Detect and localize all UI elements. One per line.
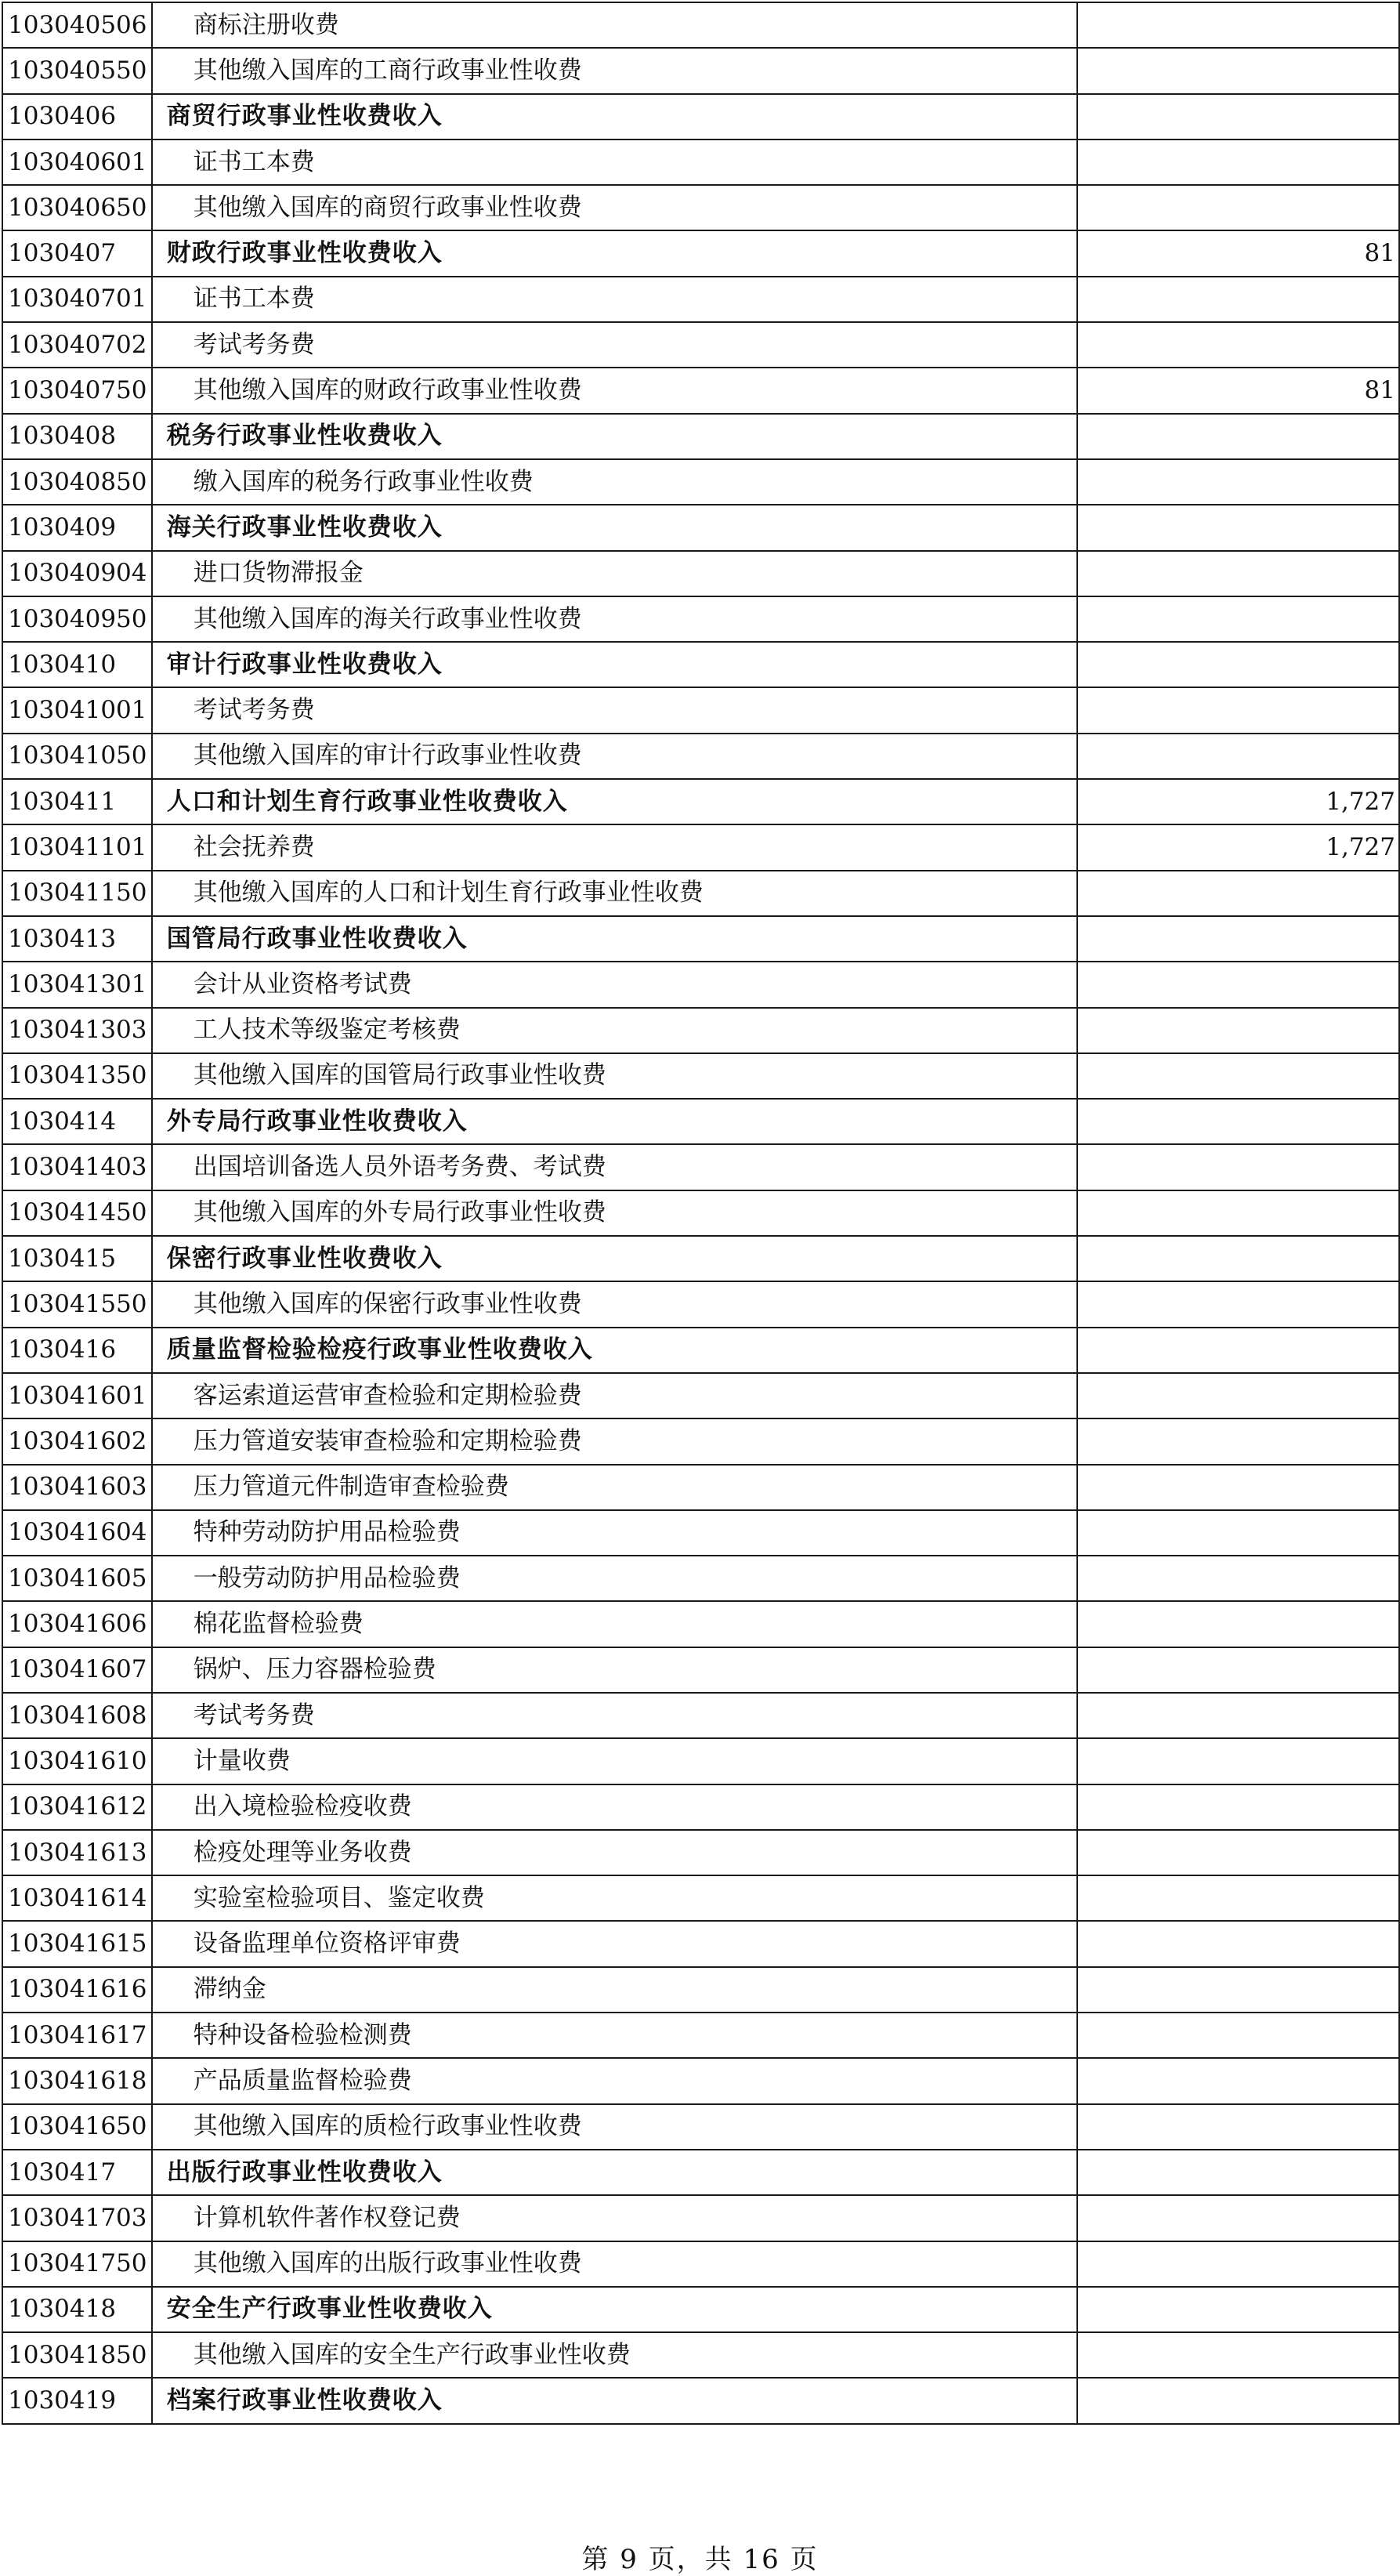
row-code: 103041608 [2,1693,152,1738]
page-footer: 第 9 页，共 16 页 [581,2544,819,2575]
table-row [2,1190,1399,1236]
row-code: 1030409 [2,505,152,550]
row-code: 103041612 [2,1784,152,1830]
row-name: 证书工本费 [152,139,1077,185]
table-row [2,962,1399,1007]
table-row [2,2013,1399,2058]
row-code: 1030418 [2,2287,152,2332]
table-row [2,277,1399,322]
row-code: 103041650 [2,2104,152,2150]
row-amount [1077,2150,1399,2195]
row-amount [1077,139,1399,185]
row-name: 考试考务费 [152,687,1077,733]
row-code: 1030410 [2,642,152,687]
row-code: 103041850 [2,2332,152,2378]
row-amount [1077,94,1399,139]
row-name: 审计行政事业性收费收入 [152,642,1077,687]
row-name: 工人技术等级鉴定考核费 [152,1008,1077,1053]
table-row [2,596,1399,642]
row-code: 1030416 [2,1328,152,1373]
table-row [2,1921,1399,1966]
row-name: 棉花监督检验费 [152,1601,1077,1647]
row-amount [1077,1784,1399,1830]
table-row [2,2,1399,48]
row-name: 一般劳动防护用品检验费 [152,1556,1077,1601]
row-name: 商标注册收费 [152,2,1077,48]
row-amount [1077,1510,1399,1556]
row-amount [1077,2,1399,48]
row-amount [1077,962,1399,1007]
table-row [2,2287,1399,2332]
table-row [2,94,1399,139]
row-code: 103041617 [2,2013,152,2058]
table-row [2,824,1399,870]
row-amount [1077,1144,1399,1190]
row-name: 证书工本费 [152,277,1077,322]
table-row [2,734,1399,779]
row-code: 103041050 [2,734,152,779]
table-row [2,1373,1399,1418]
row-code: 103040904 [2,551,152,596]
row-name: 其他缴入国库的财政行政事业性收费 [152,368,1077,413]
row-amount [1077,916,1399,962]
row-amount [1077,1693,1399,1738]
row-amount [1077,1328,1399,1373]
table-row [2,368,1399,413]
row-amount [1077,1099,1399,1144]
row-code: 103040506 [2,2,152,48]
row-code: 1030413 [2,916,152,962]
row-code: 103040701 [2,277,152,322]
row-code: 103040601 [2,139,152,185]
row-amount [1077,2013,1399,2058]
table-row [2,505,1399,550]
row-amount [1077,2378,1399,2423]
row-amount: 81 [1077,230,1399,276]
row-code: 103040550 [2,48,152,93]
row-code: 103041750 [2,2241,152,2287]
row-name: 特种劳动防护用品检验费 [152,1510,1077,1556]
row-code: 103041605 [2,1556,152,1601]
table-row [2,1510,1399,1556]
row-code: 1030417 [2,2150,152,2195]
row-name: 质量监督检验检疫行政事业性收费收入 [152,1328,1077,1373]
row-name: 压力管道元件制造审查检验费 [152,1465,1077,1510]
table-row [2,1647,1399,1693]
table-row [2,1236,1399,1281]
row-code: 103041101 [2,824,152,870]
table-row [2,642,1399,687]
row-name: 人口和计划生育行政事业性收费收入 [152,779,1077,824]
row-amount [1077,2241,1399,2287]
row-amount [1077,1190,1399,1236]
row-code: 103041603 [2,1465,152,1510]
row-name: 特种设备检验检测费 [152,2013,1077,2058]
table-row [2,2058,1399,2103]
table-row [2,1328,1399,1373]
row-code: 103041350 [2,1053,152,1099]
row-name: 海关行政事业性收费收入 [152,505,1077,550]
row-amount [1077,1875,1399,1921]
row-code: 103040650 [2,185,152,230]
row-amount [1077,596,1399,642]
row-code: 103041614 [2,1875,152,1921]
row-name: 考试考务费 [152,322,1077,368]
row-code: 103041606 [2,1601,152,1647]
row-name: 进口货物滞报金 [152,551,1077,596]
row-code: 103041607 [2,1647,152,1693]
table-row [2,2241,1399,2287]
table-row [2,2332,1399,2378]
row-name: 税务行政事业性收费收入 [152,414,1077,459]
table-row [2,551,1399,596]
row-name: 计算机软件著作权登记费 [152,2195,1077,2241]
row-amount: 1,727 [1077,779,1399,824]
table-row [2,1601,1399,1647]
row-amount [1077,48,1399,93]
row-code: 103041604 [2,1510,152,1556]
table-row [2,1144,1399,1190]
table-row [2,1465,1399,1510]
row-code: 103041550 [2,1281,152,1327]
table-row [2,1099,1399,1144]
table-row [2,871,1399,916]
table-row [2,1875,1399,1921]
row-name: 其他缴入国库的保密行政事业性收费 [152,1281,1077,1327]
row-amount [1077,1921,1399,1966]
row-name: 外专局行政事业性收费收入 [152,1099,1077,1144]
row-code: 103041601 [2,1373,152,1418]
row-code: 1030415 [2,1236,152,1281]
row-code: 103041301 [2,962,152,1007]
table-row [2,916,1399,962]
row-code: 103041610 [2,1738,152,1784]
row-name: 锅炉、压力容器检验费 [152,1647,1077,1693]
row-name: 其他缴入国库的商贸行政事业性收费 [152,185,1077,230]
row-name: 安全生产行政事业性收费收入 [152,2287,1077,2332]
table-row [2,1784,1399,1830]
row-amount: 1,727 [1077,824,1399,870]
table-row [2,1693,1399,1738]
row-name: 压力管道安装审查检验和定期检验费 [152,1418,1077,1464]
row-amount [1077,2287,1399,2332]
table-row [2,1556,1399,1601]
row-code: 1030407 [2,230,152,276]
row-amount [1077,1967,1399,2013]
row-amount [1077,1418,1399,1464]
row-code: 103041703 [2,2195,152,2241]
row-name: 考试考务费 [152,1693,1077,1738]
row-name: 计量收费 [152,1738,1077,1784]
row-code: 1030411 [2,779,152,824]
row-name: 出版行政事业性收费收入 [152,2150,1077,2195]
row-name: 商贸行政事业性收费收入 [152,94,1077,139]
row-amount [1077,2195,1399,2241]
row-amount [1077,2104,1399,2150]
row-name: 滞纳金 [152,1967,1077,2013]
table-row [2,459,1399,505]
table-row [2,48,1399,93]
row-code: 103041613 [2,1830,152,1875]
table-row [2,1830,1399,1875]
row-amount [1077,1738,1399,1784]
table-row [2,185,1399,230]
row-code: 103041615 [2,1921,152,1966]
row-amount [1077,185,1399,230]
row-name: 其他缴入国库的出版行政事业性收费 [152,2241,1077,2287]
row-code: 103040850 [2,459,152,505]
row-name: 其他缴入国库的质检行政事业性收费 [152,2104,1077,2150]
table-row [2,414,1399,459]
row-name: 设备监理单位资格评审费 [152,1921,1077,1966]
row-amount: 81 [1077,368,1399,413]
row-code: 103041150 [2,871,152,916]
row-name: 保密行政事业性收费收入 [152,1236,1077,1281]
table-row [2,687,1399,733]
row-name: 实验室检验项目、鉴定收费 [152,1875,1077,1921]
row-name: 其他缴入国库的审计行政事业性收费 [152,734,1077,779]
row-amount [1077,1281,1399,1327]
row-name: 其他缴入国库的外专局行政事业性收费 [152,1190,1077,1236]
row-name: 其他缴入国库的安全生产行政事业性收费 [152,2332,1077,2378]
row-amount [1077,1373,1399,1418]
row-name: 社会抚养费 [152,824,1077,870]
row-code: 1030414 [2,1099,152,1144]
row-name: 其他缴入国库的工商行政事业性收费 [152,48,1077,93]
table-row [2,2150,1399,2195]
row-name: 检疫处理等业务收费 [152,1830,1077,1875]
row-amount [1077,1465,1399,1510]
table-body [2,2,1399,2424]
row-amount [1077,551,1399,596]
row-amount [1077,1008,1399,1053]
table-row [2,1008,1399,1053]
row-amount [1077,277,1399,322]
row-code: 1030408 [2,414,152,459]
row-name: 档案行政事业性收费收入 [152,2378,1077,2423]
row-amount [1077,734,1399,779]
row-name: 其他缴入国库的海关行政事业性收费 [152,596,1077,642]
table-row [2,139,1399,185]
row-amount [1077,1556,1399,1601]
table-row [2,1418,1399,1464]
row-code: 103041618 [2,2058,152,2103]
row-amount [1077,687,1399,733]
row-amount [1077,1601,1399,1647]
row-name: 客运索道运营审查检验和定期检验费 [152,1373,1077,1418]
row-code: 1030406 [2,94,152,139]
row-code: 103041403 [2,1144,152,1190]
row-name: 出国培训备选人员外语考务费、考试费 [152,1144,1077,1190]
row-name: 缴入国库的税务行政事业性收费 [152,459,1077,505]
row-amount [1077,459,1399,505]
table-row [2,2195,1399,2241]
revenue-table [2,2,1400,2425]
table-row [2,779,1399,824]
table-row [2,1281,1399,1327]
row-code: 103040750 [2,368,152,413]
row-name: 其他缴入国库的人口和计划生育行政事业性收费 [152,871,1077,916]
row-amount [1077,322,1399,368]
table-row [2,1053,1399,1099]
row-amount [1077,505,1399,550]
table-row [2,1967,1399,2013]
row-name: 其他缴入国库的国管局行政事业性收费 [152,1053,1077,1099]
table-row [2,1738,1399,1784]
row-code: 103041303 [2,1008,152,1053]
row-code: 103041450 [2,1190,152,1236]
row-code: 103040702 [2,322,152,368]
table-row [2,2104,1399,2150]
row-amount [1077,642,1399,687]
row-code: 1030419 [2,2378,152,2423]
row-name: 国管局行政事业性收费收入 [152,916,1077,962]
row-code: 103041602 [2,1418,152,1464]
row-name: 财政行政事业性收费收入 [152,230,1077,276]
row-name: 出入境检验检疫收费 [152,1784,1077,1830]
row-amount [1077,2058,1399,2103]
table-row [2,230,1399,276]
row-amount [1077,1236,1399,1281]
row-amount [1077,1647,1399,1693]
row-amount [1077,2332,1399,2378]
row-name: 会计从业资格考试费 [152,962,1077,1007]
row-amount [1077,1830,1399,1875]
row-name: 产品质量监督检验费 [152,2058,1077,2103]
table-row [2,2378,1399,2423]
row-amount [1077,1053,1399,1099]
table-row [2,322,1399,368]
row-amount [1077,414,1399,459]
row-code: 103041001 [2,687,152,733]
row-code: 103040950 [2,596,152,642]
row-amount [1077,871,1399,916]
row-code: 103041616 [2,1967,152,2013]
